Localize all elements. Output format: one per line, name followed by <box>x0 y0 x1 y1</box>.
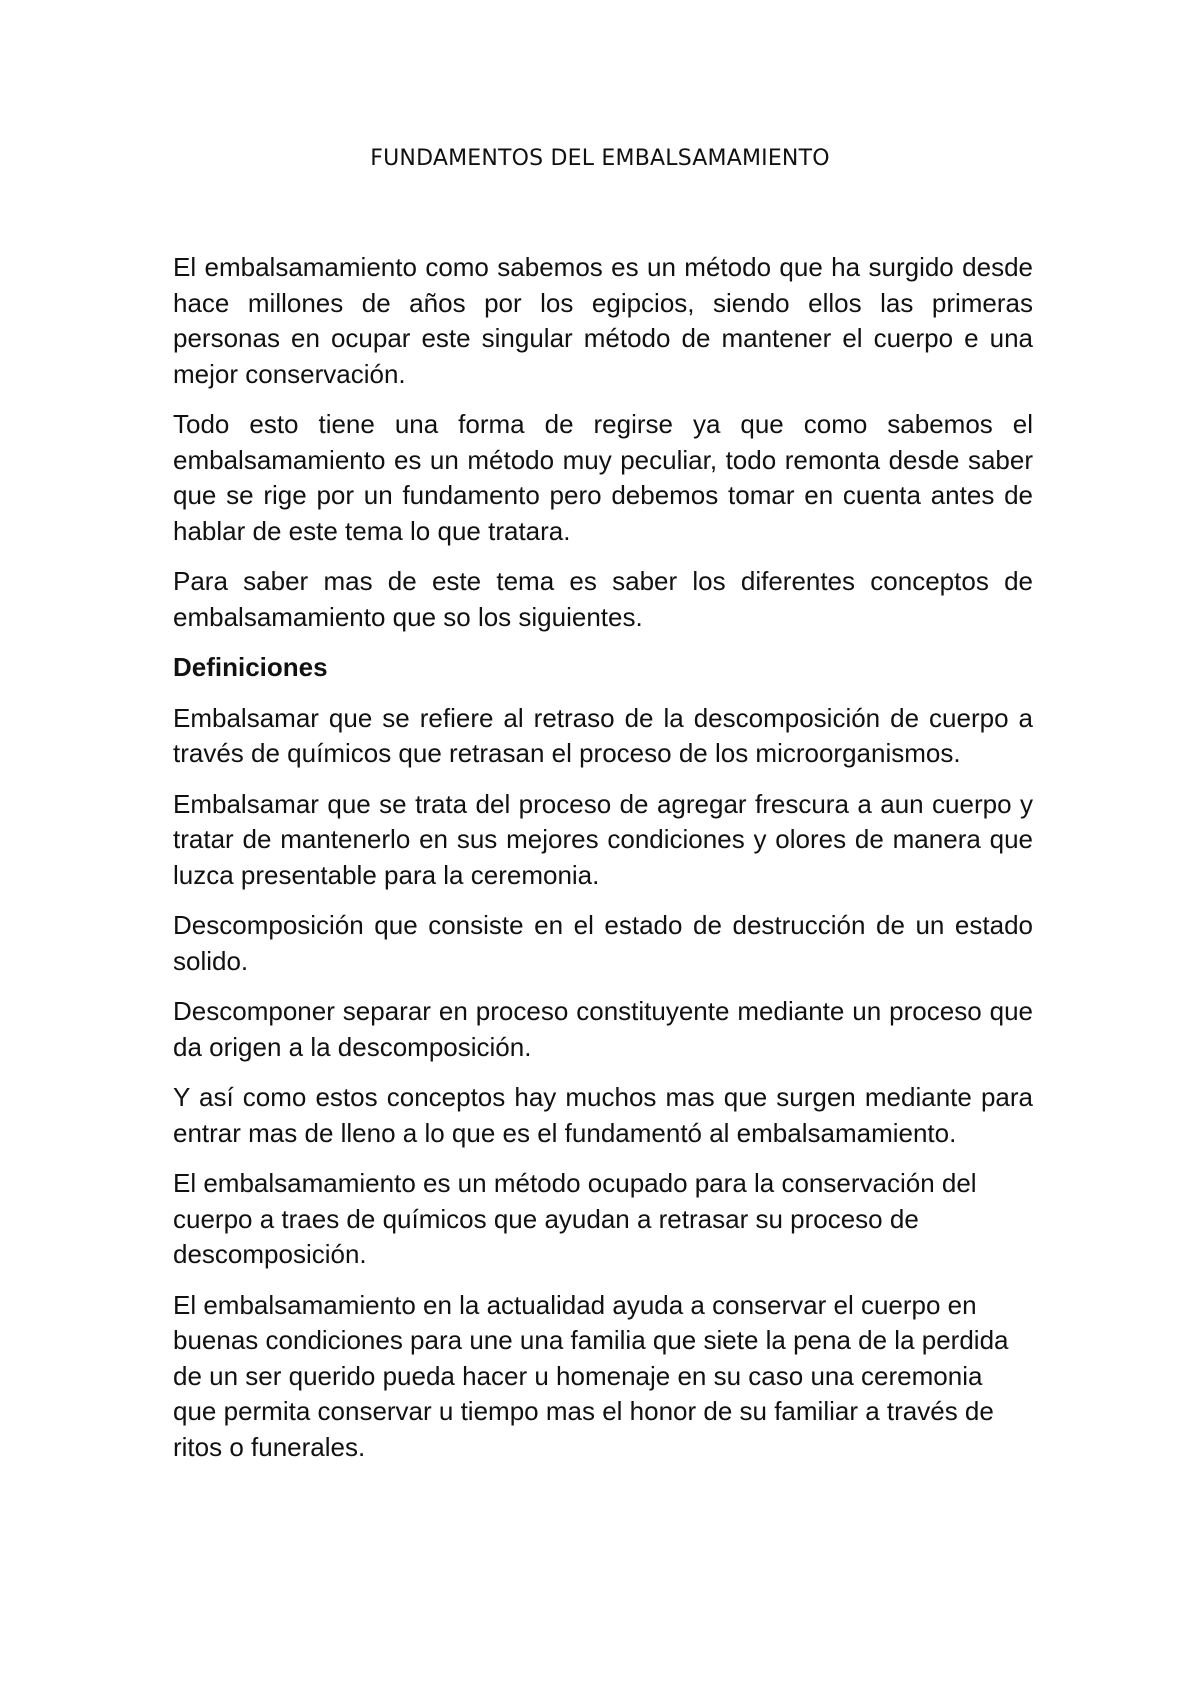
definition-paragraph-2: Embalsamar que se trata del proceso de agregar frescura a aun cuerpo y tratar de mantenerlo en sus mejores condiciones y olores de manera que luzca presentable para la ceremonia. <box>173 788 1033 890</box>
document-title: FUNDAMENTOS DEL EMBALSAMAMIENTO <box>370 146 830 171</box>
definition-paragraph-1: Embalsamar que se refiere al retraso de la descomposición de cuerpo a través de químicos que retrasan el proceso de los microorganismos. <box>173 702 1033 768</box>
definition-paragraph-3: Descomposición que consiste en el estado de destrucción de un estado solido. <box>173 910 1033 976</box>
closing-paragraph-1: El embalsamamiento es un método ocupado para la conservación del cuerpo a traes de químicos que ayudan a retrasar su proceso de descomposición. <box>173 1168 977 1269</box>
definition-paragraph-5: Y así como estos conceptos hay muchos mas que surgen mediante para entrar mas de lleno a lo que es el fundamentó al embalsamamiento. <box>173 1082 1033 1148</box>
document-body <box>173 250 1033 1480</box>
section-heading-definiciones: Definiciones <box>173 652 328 682</box>
closing-paragraph-2: El embalsamamiento en la actualidad ayuda a conservar el cuerpo en buenas condiciones para une una familia que siete la pena de la perdida de un ser querido pueda hacer u homenaje en su caso una ceremonia que permita conservar u tiempo mas el honor de su familiar a través de ritos o funerales. <box>173 1289 1009 1462</box>
intro-paragraph-2: Todo esto tiene una forma de regirse ya que como sabemos el embalsamamiento es un método muy peculiar, todo remonta desde saber que se rige por un fundamento pero debemos tomar en cuenta antes de hablar de este tema lo que tratara. <box>173 409 1033 546</box>
definition-paragraph-4: Descomponer separar en proceso constituyente mediante un proceso que da origen a la descomposición. <box>173 996 1033 1062</box>
intro-paragraph-1: El embalsamamiento como sabemos es un método que ha surgido desde hace millones de años por los egipcios, siendo ellos las primeras personas en ocupar este singular método de mantener el cuerpo e una mejor conservación. <box>173 252 1033 389</box>
intro-paragraph-3: Para saber mas de este tema es saber los diferentes conceptos de embalsamamiento que so los siguientes. <box>173 566 1033 632</box>
